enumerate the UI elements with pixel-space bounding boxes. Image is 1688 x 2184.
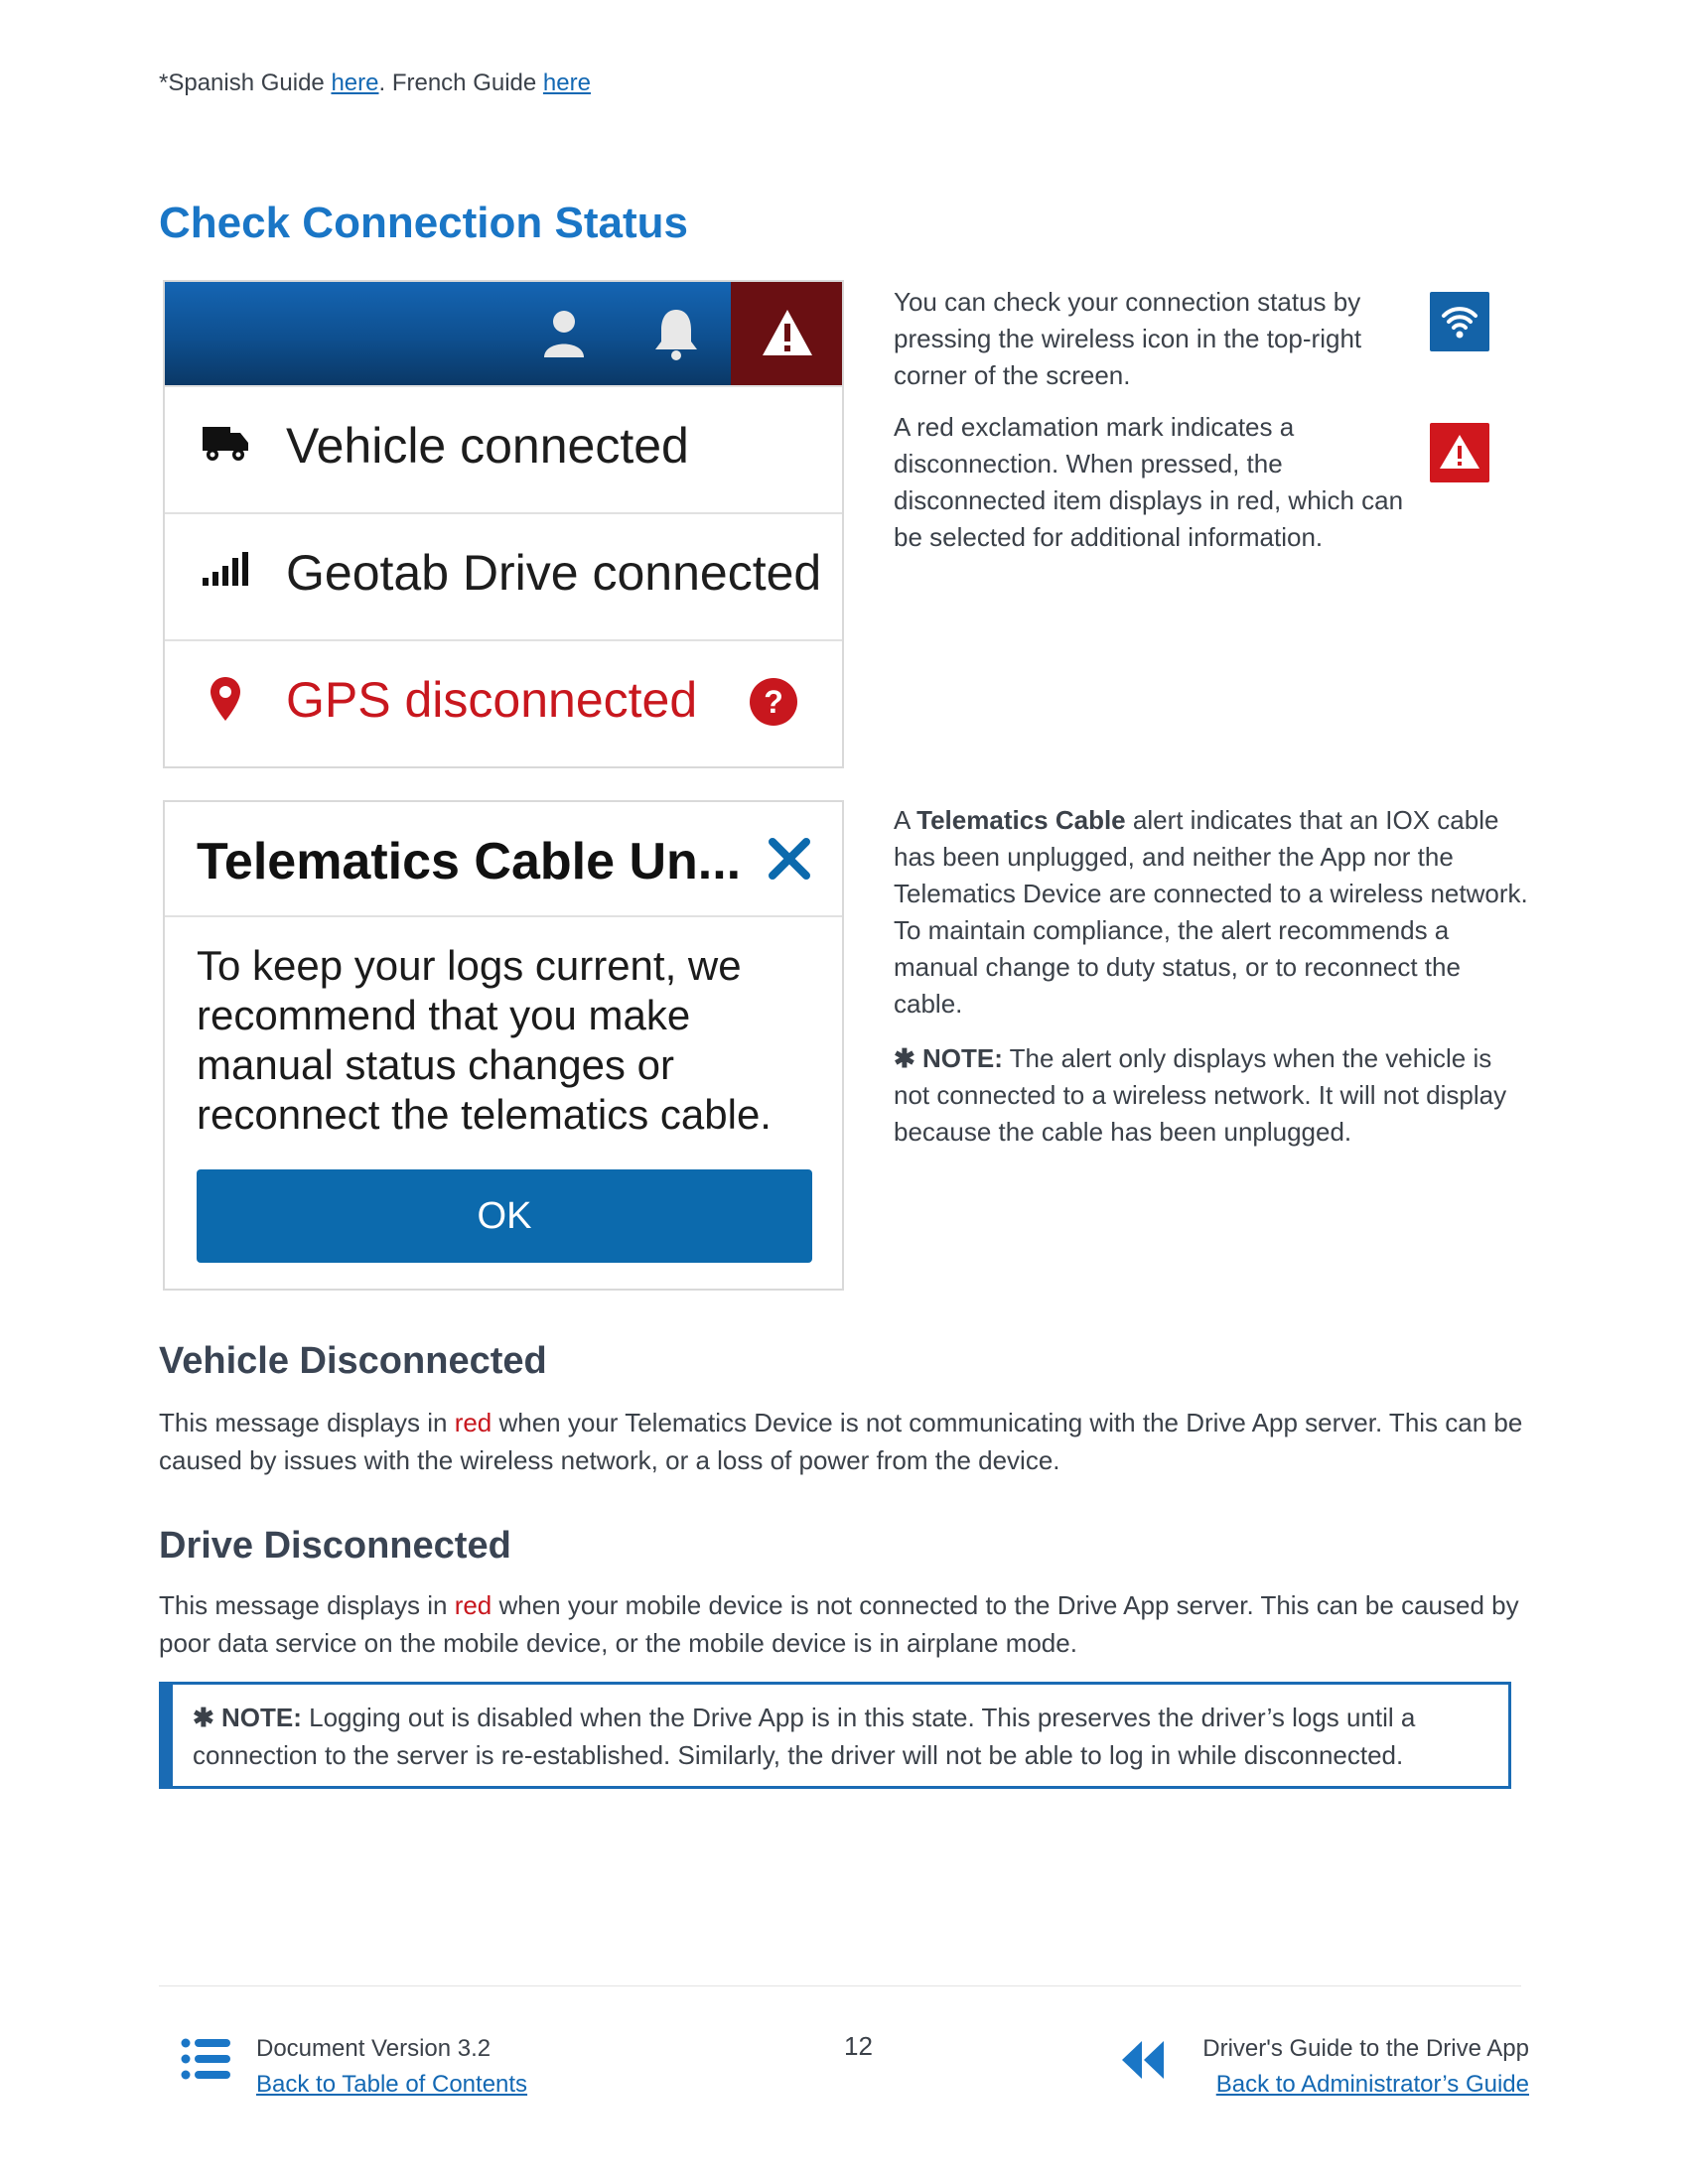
status-label: Vehicle connected [286, 418, 689, 474]
toc-link[interactable]: Back to Table of Contents [256, 2071, 528, 2098]
wifi-badge [1430, 292, 1489, 351]
note-body: Logging out is disabled when the Drive App is in this state. This preserves the driver’s logs until a connection to the server is re-established. Similarly, the driver will not be able to log in while disconnected. [193, 1703, 1416, 1770]
telematics-alert-screenshot [163, 800, 844, 1291]
p3-rest: alert indicates that an IOX cable has been unplugged, and neither the App nor the Telematics Device are connected to a wireless network. To maintain compliance, the alert recommends a manual change to duty status, or to reconnect the cable. [894, 805, 1528, 1019]
help-icon[interactable] [749, 677, 798, 727]
truck-icon [203, 423, 250, 463]
french-guide-link[interactable]: here [542, 69, 591, 96]
page-title: Check Connection Status [159, 199, 688, 247]
map-pin-icon [209, 675, 242, 723]
note-label: ✱ NOTE: [193, 1703, 302, 1732]
lang-middle: . French Guide [378, 69, 543, 96]
admin-guide-link[interactable]: Back to Administrator’s Guide [1215, 2071, 1529, 2098]
p3-prefix: A [894, 805, 917, 835]
warning-icon [1430, 423, 1489, 482]
ok-button[interactable]: OK [197, 1169, 812, 1263]
svg-text:?: ? [764, 684, 783, 720]
lang-prefix: *Spanish Guide [159, 69, 332, 96]
drive-disconnected-text [159, 1586, 1529, 1662]
user-icon [542, 308, 586, 359]
dialog-title: Telematics Cable Un... [197, 833, 742, 890]
signal-bars-icon [203, 550, 248, 590]
footer-divider [159, 1985, 1521, 1986]
warning-badge [1430, 423, 1489, 482]
wireless-icon-description: You can check your connection status by pressing the wireless icon in the top-right corner of the screen. [894, 287, 1362, 390]
status-label: GPS disconnected [286, 672, 698, 728]
wifi-icon [1430, 292, 1489, 351]
dialog-header [165, 802, 842, 917]
text-after: when your mobile device is not connected to the Drive App server. This can be caused by poor data service on the mobile device, or the mobile device is in airplane mode. [159, 1590, 1519, 1658]
doc-version: Document Version 3.2 [256, 2035, 492, 2062]
connection-status-screenshot [163, 280, 844, 768]
status-label: Geotab Drive connected [286, 545, 822, 601]
telematics-note [894, 1040, 1529, 1151]
red-word: red [454, 1590, 492, 1620]
note-label: ✱ NOTE: [894, 1043, 1003, 1073]
footer-left [256, 2031, 527, 2103]
dialog-message: To keep your logs current, we recommend that you make manual status changes or reconnect the telematics cable. [197, 942, 772, 1138]
note-text: The alert only displays when the vehicle is not connected to a wireless network. It will not display because the cable has been unplugged. [894, 1043, 1507, 1147]
red-word: red [454, 1408, 492, 1437]
spanish-guide-link[interactable]: here [331, 69, 379, 96]
list-icon[interactable] [181, 2037, 232, 2081]
status-row-drive[interactable] [165, 512, 842, 639]
note-callout-text [193, 1699, 1493, 1774]
status-row-gps[interactable] [165, 639, 842, 766]
text-after: when your Telematics Device is not communicating with the Drive App server. This can be caused by issues with the wireless network, or a loss of power from the device. [159, 1408, 1523, 1475]
bell-icon [653, 306, 699, 361]
page-number: 12 [844, 2031, 873, 2061]
vehicle-disconnected-text [159, 1404, 1529, 1479]
vehicle-disconnected-heading: Vehicle Disconnected [159, 1340, 547, 1382]
warning-icon [761, 308, 814, 357]
alert-toolbar-button[interactable] [731, 282, 842, 385]
drive-disconnected-heading: Drive Disconnected [159, 1525, 511, 1567]
exclamation-description: A red exclamation mark indicates a disconnection. When pressed, the disconnected item displays in red, which can be selected for additional information. [894, 412, 1404, 552]
note-callout [159, 1682, 1511, 1789]
text-before: This message displays in [159, 1590, 455, 1620]
text-before: This message displays in [159, 1408, 455, 1437]
status-row-vehicle[interactable] [165, 385, 842, 512]
footer-right [1132, 2031, 1529, 2103]
close-icon[interactable] [767, 836, 812, 882]
app-toolbar [165, 282, 842, 385]
p3-bold: Telematics Cable [916, 805, 1126, 835]
guide-title: Driver's Guide to the Drive App [1202, 2035, 1529, 2062]
telematics-description [894, 802, 1529, 1023]
language-links [159, 69, 591, 97]
